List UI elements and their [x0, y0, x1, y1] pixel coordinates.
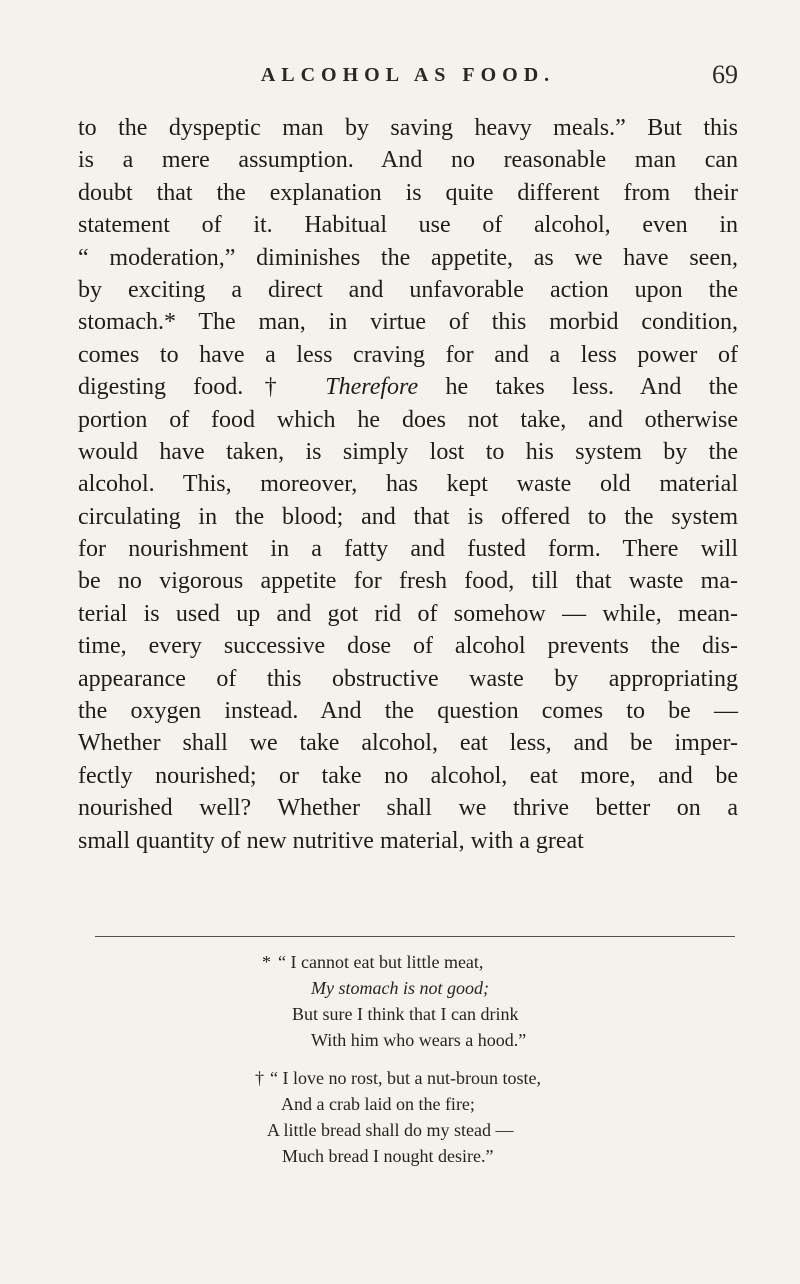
text-line-mixed [78, 371, 738, 403]
text-line: nourished well? Whether shall we thrive better on a [78, 795, 738, 822]
text-line: for nourishment in a fatty and fusted form. There will [78, 536, 738, 563]
italic-emphasis: Therefore [325, 374, 419, 401]
text-line: circulating in the blood; and that is offered to the system [78, 503, 738, 530]
body-text [78, 112, 738, 857]
text-line: the oxygen instead. And the question comes to be — [78, 698, 738, 725]
page-header [78, 60, 738, 94]
verse-line: But sure I think that I can drink [292, 1004, 519, 1024]
verse-line: “ I love no rost, but a nut-broun toste, [270, 1068, 541, 1088]
footnote-divider [95, 936, 735, 937]
text-line: small quantity of new nutritive material, with a great [78, 827, 584, 854]
footnote-marker: * [262, 952, 271, 972]
text-line: time, every successive dose of alcohol prevents the dis- [78, 633, 738, 660]
verse-line: A little bread shall do my stead — [267, 1120, 514, 1140]
text-line: fectly nourished; or take no alcohol, eat more, and be [78, 762, 738, 789]
text-line: terial is used up and got rid of somehow — while, mean- [78, 600, 738, 627]
verse-line: Much bread I nought desire.” [282, 1146, 494, 1166]
verse-line: My stomach is not good; [311, 978, 489, 998]
text-segment: digesting food.† [78, 374, 298, 401]
text-line: would have taken, is simply lost to his system by the [78, 438, 738, 465]
text-line: comes to have a less craving for and a less power of [78, 341, 738, 368]
page-number: 69 [712, 60, 738, 89]
text-line: to the dyspeptic man by saving heavy meals.” But this [78, 115, 738, 141]
text-segment: he takes less. And the [445, 374, 739, 401]
verse-line: With him who wears a hood.” [311, 1030, 527, 1050]
text-line: be no vigorous appetite for fresh food, till that waste ma- [78, 568, 738, 595]
text-line: statement of it. Habitual use of alcohol, even in [78, 212, 738, 239]
text-line: alcohol. This, moreover, has kept waste old material [78, 471, 738, 498]
verse-line: “ I cannot eat but little meat, [278, 952, 484, 972]
running-head: ALCOHOL AS FOOD. [260, 64, 556, 86]
text-line: is a mere assumption. And no reasonable man can [78, 147, 738, 174]
text-line: doubt that the explanation is quite different from their [78, 179, 738, 206]
text-line: portion of food which he does not take, and otherwise [78, 406, 738, 433]
text-line: appearance of this obstructive waste by appropriating [78, 665, 738, 692]
verse-line: And a crab laid on the fire; [281, 1094, 475, 1114]
text-line: stomach.* The man, in virtue of this morbid condition, [78, 309, 738, 336]
text-line: by exciting a direct and unfavorable action upon the [78, 276, 738, 303]
footnote-marker: † [255, 1068, 264, 1088]
text-line: Whether shall we take alcohol, eat less, and be imper- [78, 730, 738, 757]
text-line: “ moderation,” diminishes the appetite, as we have seen, [78, 244, 738, 271]
